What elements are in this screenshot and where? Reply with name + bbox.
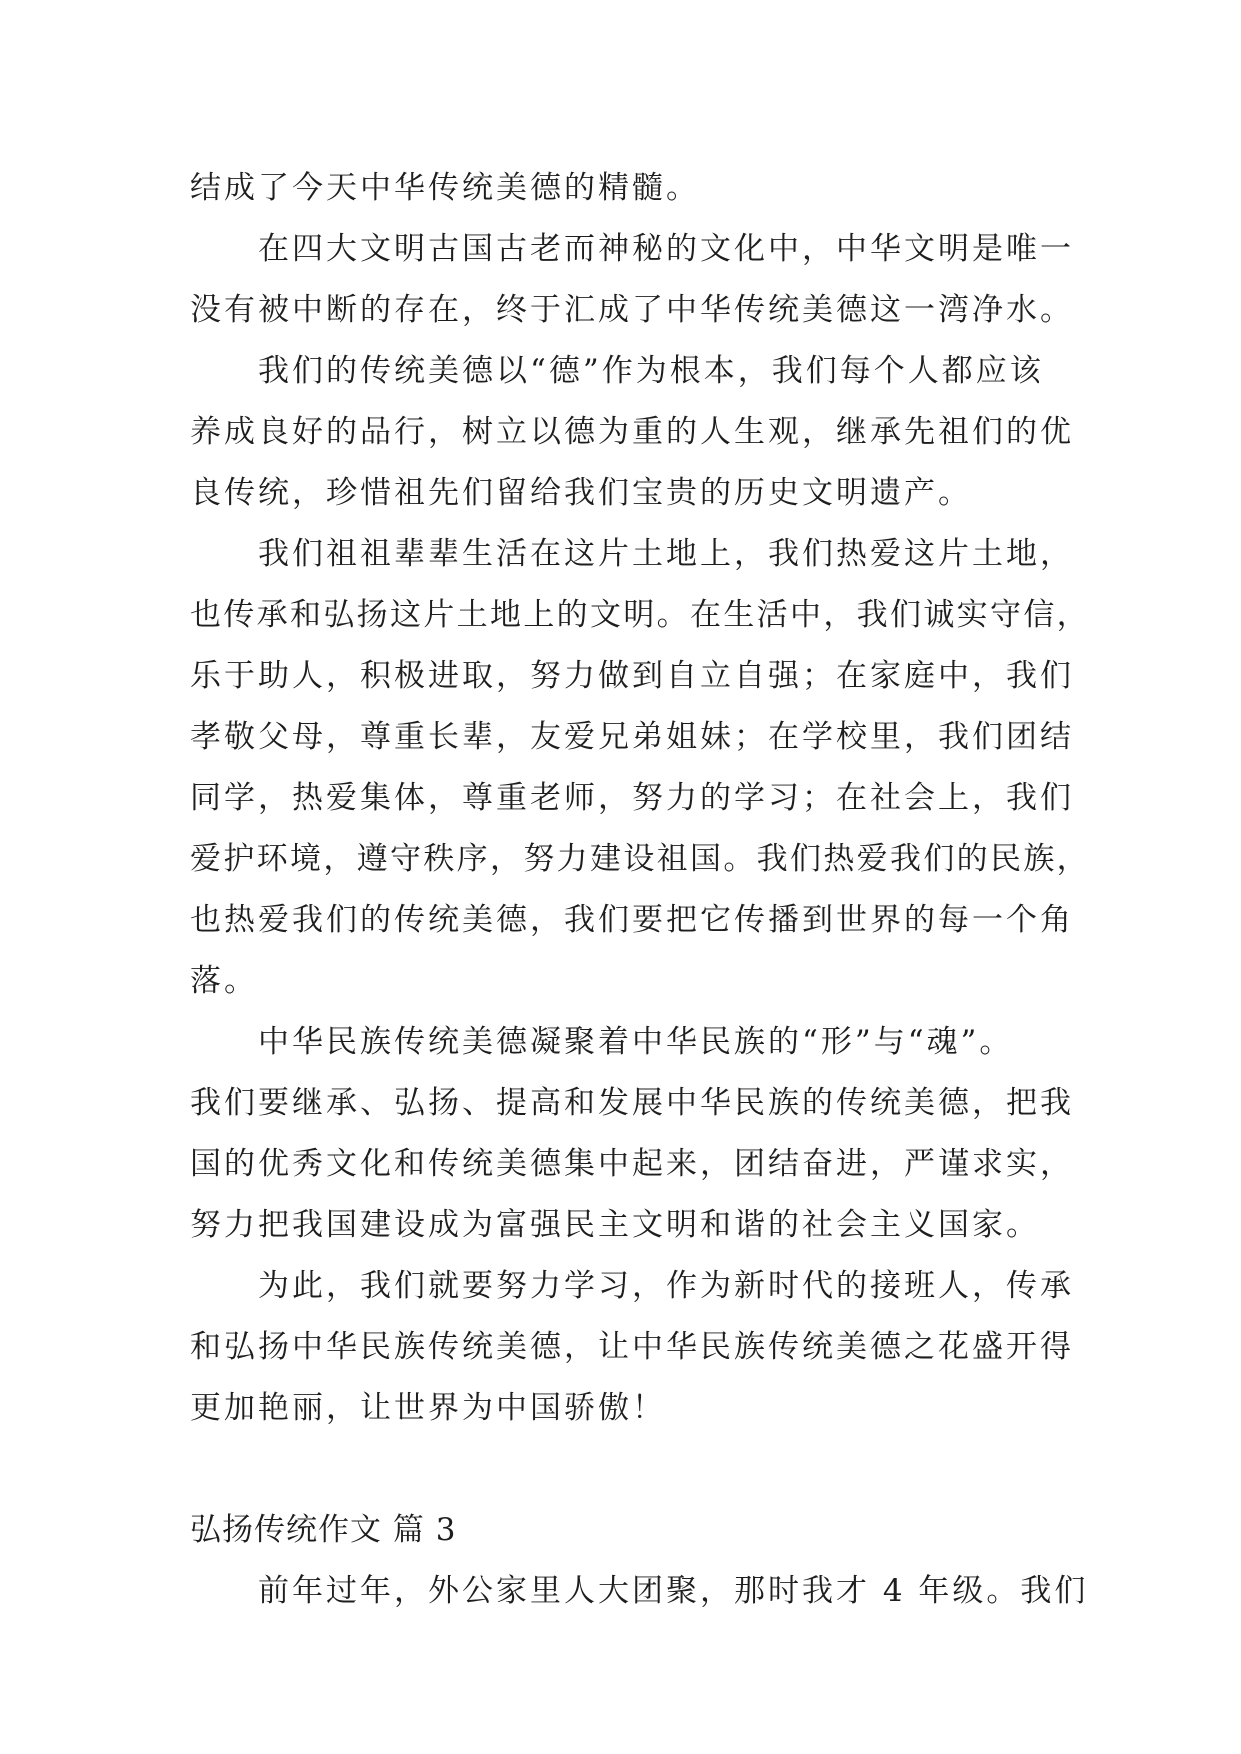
paragraph xyxy=(190,524,1090,1012)
paragraph xyxy=(190,158,1060,219)
text-line: 也传承和弘扬这片土地上的文明。在生活中，我们诚实守信， xyxy=(190,597,1090,633)
text-line: 我们祖祖辈辈生活在这片土地上，我们热爱这片土地， xyxy=(258,536,1074,572)
text-line: 同学，热爱集体，尊重老师，努力的学习；在社会上，我们 xyxy=(190,780,1074,816)
blank-line xyxy=(190,1439,1060,1500)
text-line: 乐于助人，积极进取，努力做到自立自强；在家庭中，我们 xyxy=(190,658,1074,694)
document-body xyxy=(190,158,1090,1622)
text-line: 爱护环境，遵守秩序，努力建设祖国。我们热爱我们的民族， xyxy=(190,841,1090,877)
text-line: 也热爱我们的传统美德，我们要把它传播到世界的每一个角 xyxy=(190,902,1074,938)
text-line: 落。 xyxy=(190,963,258,999)
paragraph xyxy=(190,341,1074,524)
text-line: 中华民族传统美德凝聚着中华民族的“形”与“魂”。 xyxy=(258,1024,1014,1060)
text-line: 良传统，珍惜祖先们留给我们宝贵的历史文明遗产。 xyxy=(190,475,972,511)
text-line: 为此，我们就要努力学习，作为新时代的接班人，传承 xyxy=(258,1268,1074,1304)
section-heading: 弘扬传统作文 篇 3 xyxy=(190,1512,457,1548)
text-line: 我们的传统美德以“德”作为根本，我们每个人都应该 xyxy=(258,353,1044,389)
text-line: 孝敬父母，尊重长辈，友爱兄弟姐妹；在学校里，我们团结 xyxy=(190,719,1074,755)
text-line: 国的优秀文化和传统美德集中起来，团结奋进，严谨求实， xyxy=(190,1146,1074,1182)
text-line: 在四大文明古国古老而神秘的文化中，中华文明是唯一 xyxy=(258,231,1074,267)
text-line: 努力把我国建设成为富强民主文明和谐的社会主义国家。 xyxy=(190,1207,1040,1243)
text-line: 养成良好的品行，树立以德为重的人生观，继承先祖们的优 xyxy=(190,414,1074,450)
text-line: 前年过年，外公家里人大团聚，那时我才 4 年级。我们 xyxy=(258,1573,1089,1609)
paragraph xyxy=(190,1561,1089,1622)
paragraph xyxy=(190,1256,1074,1439)
text-line: 结成了今天中华传统美德的精髓。 xyxy=(190,170,700,206)
text-line: 更加艳丽，让世界为中国骄傲！ xyxy=(190,1390,666,1426)
text-line: 我们要继承、弘扬、提高和发展中华民族的传统美德，把我 xyxy=(190,1085,1074,1121)
text-line: 和弘扬中华民族传统美德，让中华民族传统美德之花盛开得 xyxy=(190,1329,1074,1365)
paragraph xyxy=(190,219,1074,341)
paragraph xyxy=(190,1012,1074,1256)
text-line: 没有被中断的存在，终于汇成了中华传统美德这一湾净水。 xyxy=(190,292,1074,328)
